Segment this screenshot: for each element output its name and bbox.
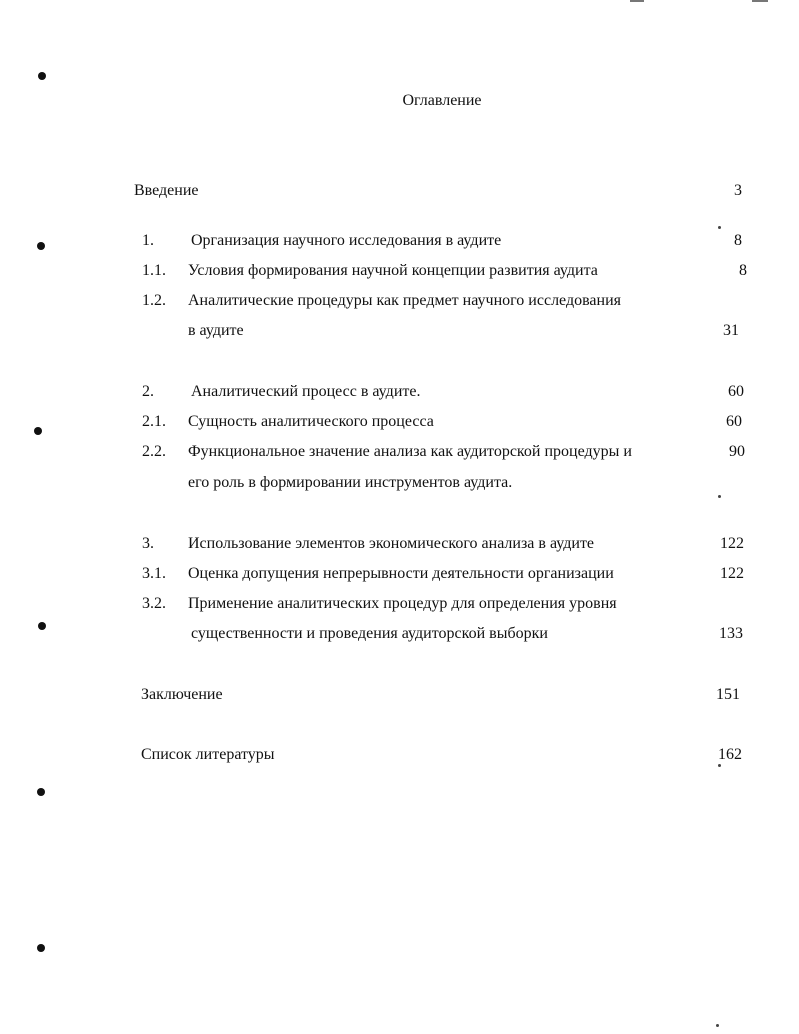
toc-entry-text: Введение <box>134 182 199 199</box>
toc-entry <box>0 533 799 555</box>
toc-entry <box>0 290 799 312</box>
toc-entry-page: 90 <box>729 443 745 460</box>
toc-entry <box>0 320 799 342</box>
toc-entry-text: существенности и проведения аудиторской выборки <box>191 625 548 642</box>
toc-entry-text: Условия формирования научной концепции развития аудита <box>188 262 598 279</box>
toc-entry-text: его роль в формировании инструментов аудита. <box>188 474 513 491</box>
toc-entry-text: Заключение <box>141 686 223 703</box>
toc-entry-page: 133 <box>719 625 743 642</box>
toc-entry-number: 2. <box>142 383 154 400</box>
scan-mark <box>630 0 644 2</box>
toc-entry <box>0 381 799 403</box>
toc-entry-text: Аналитический процесс в аудите. <box>191 383 421 400</box>
toc-entry-text: Организация научного исследования в аудите <box>191 232 502 249</box>
toc-entry-number: 1.2. <box>142 292 166 309</box>
toc-entry-text: Использование элементов экономического анализа в аудите <box>188 535 595 552</box>
toc-entry-page: 162 <box>718 746 742 763</box>
toc-entry <box>0 593 799 615</box>
toc-entry-page: 8 <box>739 262 747 279</box>
toc-entry-page: 122 <box>720 535 744 552</box>
toc-entry-text: Оценка допущения непрерывности деятельности организации <box>188 565 614 582</box>
toc-entry-number: 1. <box>142 232 154 249</box>
toc-entry-page: 60 <box>728 383 744 400</box>
toc-entry-text: Функциональное значение анализа как аудиторской процедуры и <box>188 443 632 460</box>
toc-entry-number: 2.1. <box>142 413 166 430</box>
toc-entry-page: 151 <box>716 686 740 703</box>
toc-entry <box>0 230 799 252</box>
scan-speck <box>716 1024 719 1027</box>
toc-entry-number: 3.2. <box>142 595 166 612</box>
scan-speck <box>718 226 721 229</box>
toc-entry <box>0 411 799 433</box>
toc-entry-page: 60 <box>726 413 742 430</box>
toc-entry <box>0 684 799 706</box>
toc-entry-page: 122 <box>720 565 744 582</box>
punch-hole <box>38 72 46 80</box>
toc-entry-text: Аналитические процедуры как предмет научного исследования <box>188 292 622 309</box>
toc-entry-text: Список литературы <box>141 746 275 763</box>
scan-mark <box>752 0 768 2</box>
toc-entry <box>0 180 799 202</box>
toc-entry <box>0 744 799 766</box>
punch-hole <box>37 788 45 796</box>
toc-entry <box>0 441 799 463</box>
toc-entry <box>0 260 799 282</box>
toc-entry <box>0 472 799 494</box>
toc-entry-page: 31 <box>723 322 739 339</box>
toc-entry-number: 3. <box>142 535 154 552</box>
toc-entry-text: Сущность аналитического процесса <box>188 413 434 430</box>
toc-entry-page: 8 <box>734 232 742 249</box>
toc-entry-text: Применение аналитических процедур для определения уровня <box>188 595 617 612</box>
toc-entry-number: 3.1. <box>142 565 166 582</box>
toc-entry-number: 1.1. <box>142 262 166 279</box>
toc-entry-page: 3 <box>734 182 742 199</box>
toc-title: Оглавление <box>402 92 482 109</box>
toc-entry <box>0 623 799 645</box>
toc-entry-text: в аудите <box>188 322 244 339</box>
toc-entry-number: 2.2. <box>142 443 166 460</box>
punch-hole <box>37 944 45 952</box>
toc-entry <box>0 563 799 585</box>
scan-speck <box>718 495 721 498</box>
